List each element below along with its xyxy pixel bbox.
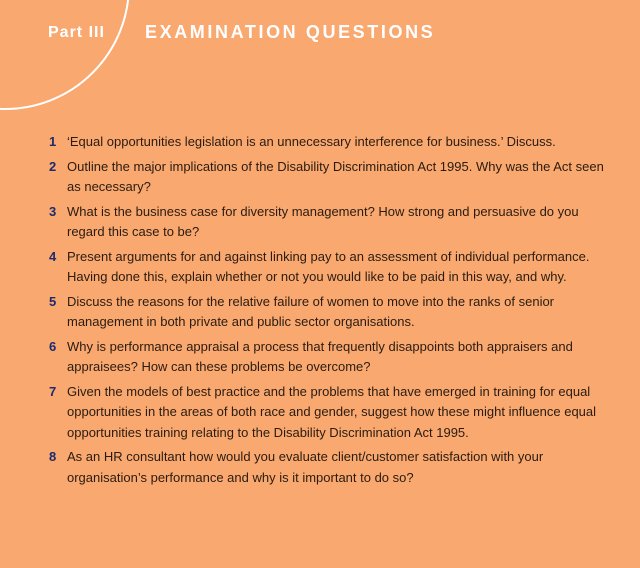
question-item — [0, 382, 640, 444]
question-number: 7 — [49, 383, 57, 399]
question-number: 8 — [49, 449, 57, 464]
question-text: What is the business case for diversity management? How strong and persuasive do you regard this case to be? — [67, 203, 579, 239]
question-item — [0, 202, 640, 243]
question-number: 2 — [49, 158, 57, 174]
question-number: 5 — [49, 293, 57, 309]
question-list — [0, 132, 640, 492]
question-item — [0, 132, 640, 153]
question-number: 1 — [49, 134, 57, 149]
part-label: Part III — [48, 24, 105, 41]
page-title: EXAMINATION QUESTIONS — [145, 22, 436, 42]
question-number: 4 — [49, 248, 57, 264]
question-number: 6 — [49, 338, 57, 354]
question-text: ‘Equal opportunities legislation is an unnecessary interference for business.’ Discuss. — [67, 134, 556, 149]
question-text: Outline the major implications of the Disability Discrimination Act 1995. Why was the Act seen as necessary? — [67, 158, 604, 194]
question-text: As an HR consultant how would you evaluate client/customer satisfaction with your organisation’s performance and why is it important to do so? — [67, 449, 544, 485]
question-text: Why is performance appraisal a process that frequently disappoints both appraisers and appraisees? How can these problems be overcome? — [67, 338, 573, 374]
question-item — [0, 337, 640, 378]
question-text: Discuss the reasons for the relative failure of women to move into the ranks of senior management in both private and public sector organisations. — [67, 293, 555, 329]
question-item — [0, 292, 640, 333]
question-item — [0, 447, 640, 488]
question-item — [0, 247, 640, 288]
question-text: Given the models of best practice and the problems that have emerged in training for equal opportunities in the areas of both race and gender, suggest how these might influence equal opportunities training relating to the Disability Discrimination Act 1995. — [67, 383, 597, 440]
question-item — [0, 157, 640, 198]
decorative-circle — [0, 0, 130, 110]
question-number: 3 — [49, 203, 57, 219]
question-text: Present arguments for and against linking pay to an assessment of individual performance. Having done this, explain whether or not you would like to be paid in this way, and why. — [67, 248, 590, 284]
